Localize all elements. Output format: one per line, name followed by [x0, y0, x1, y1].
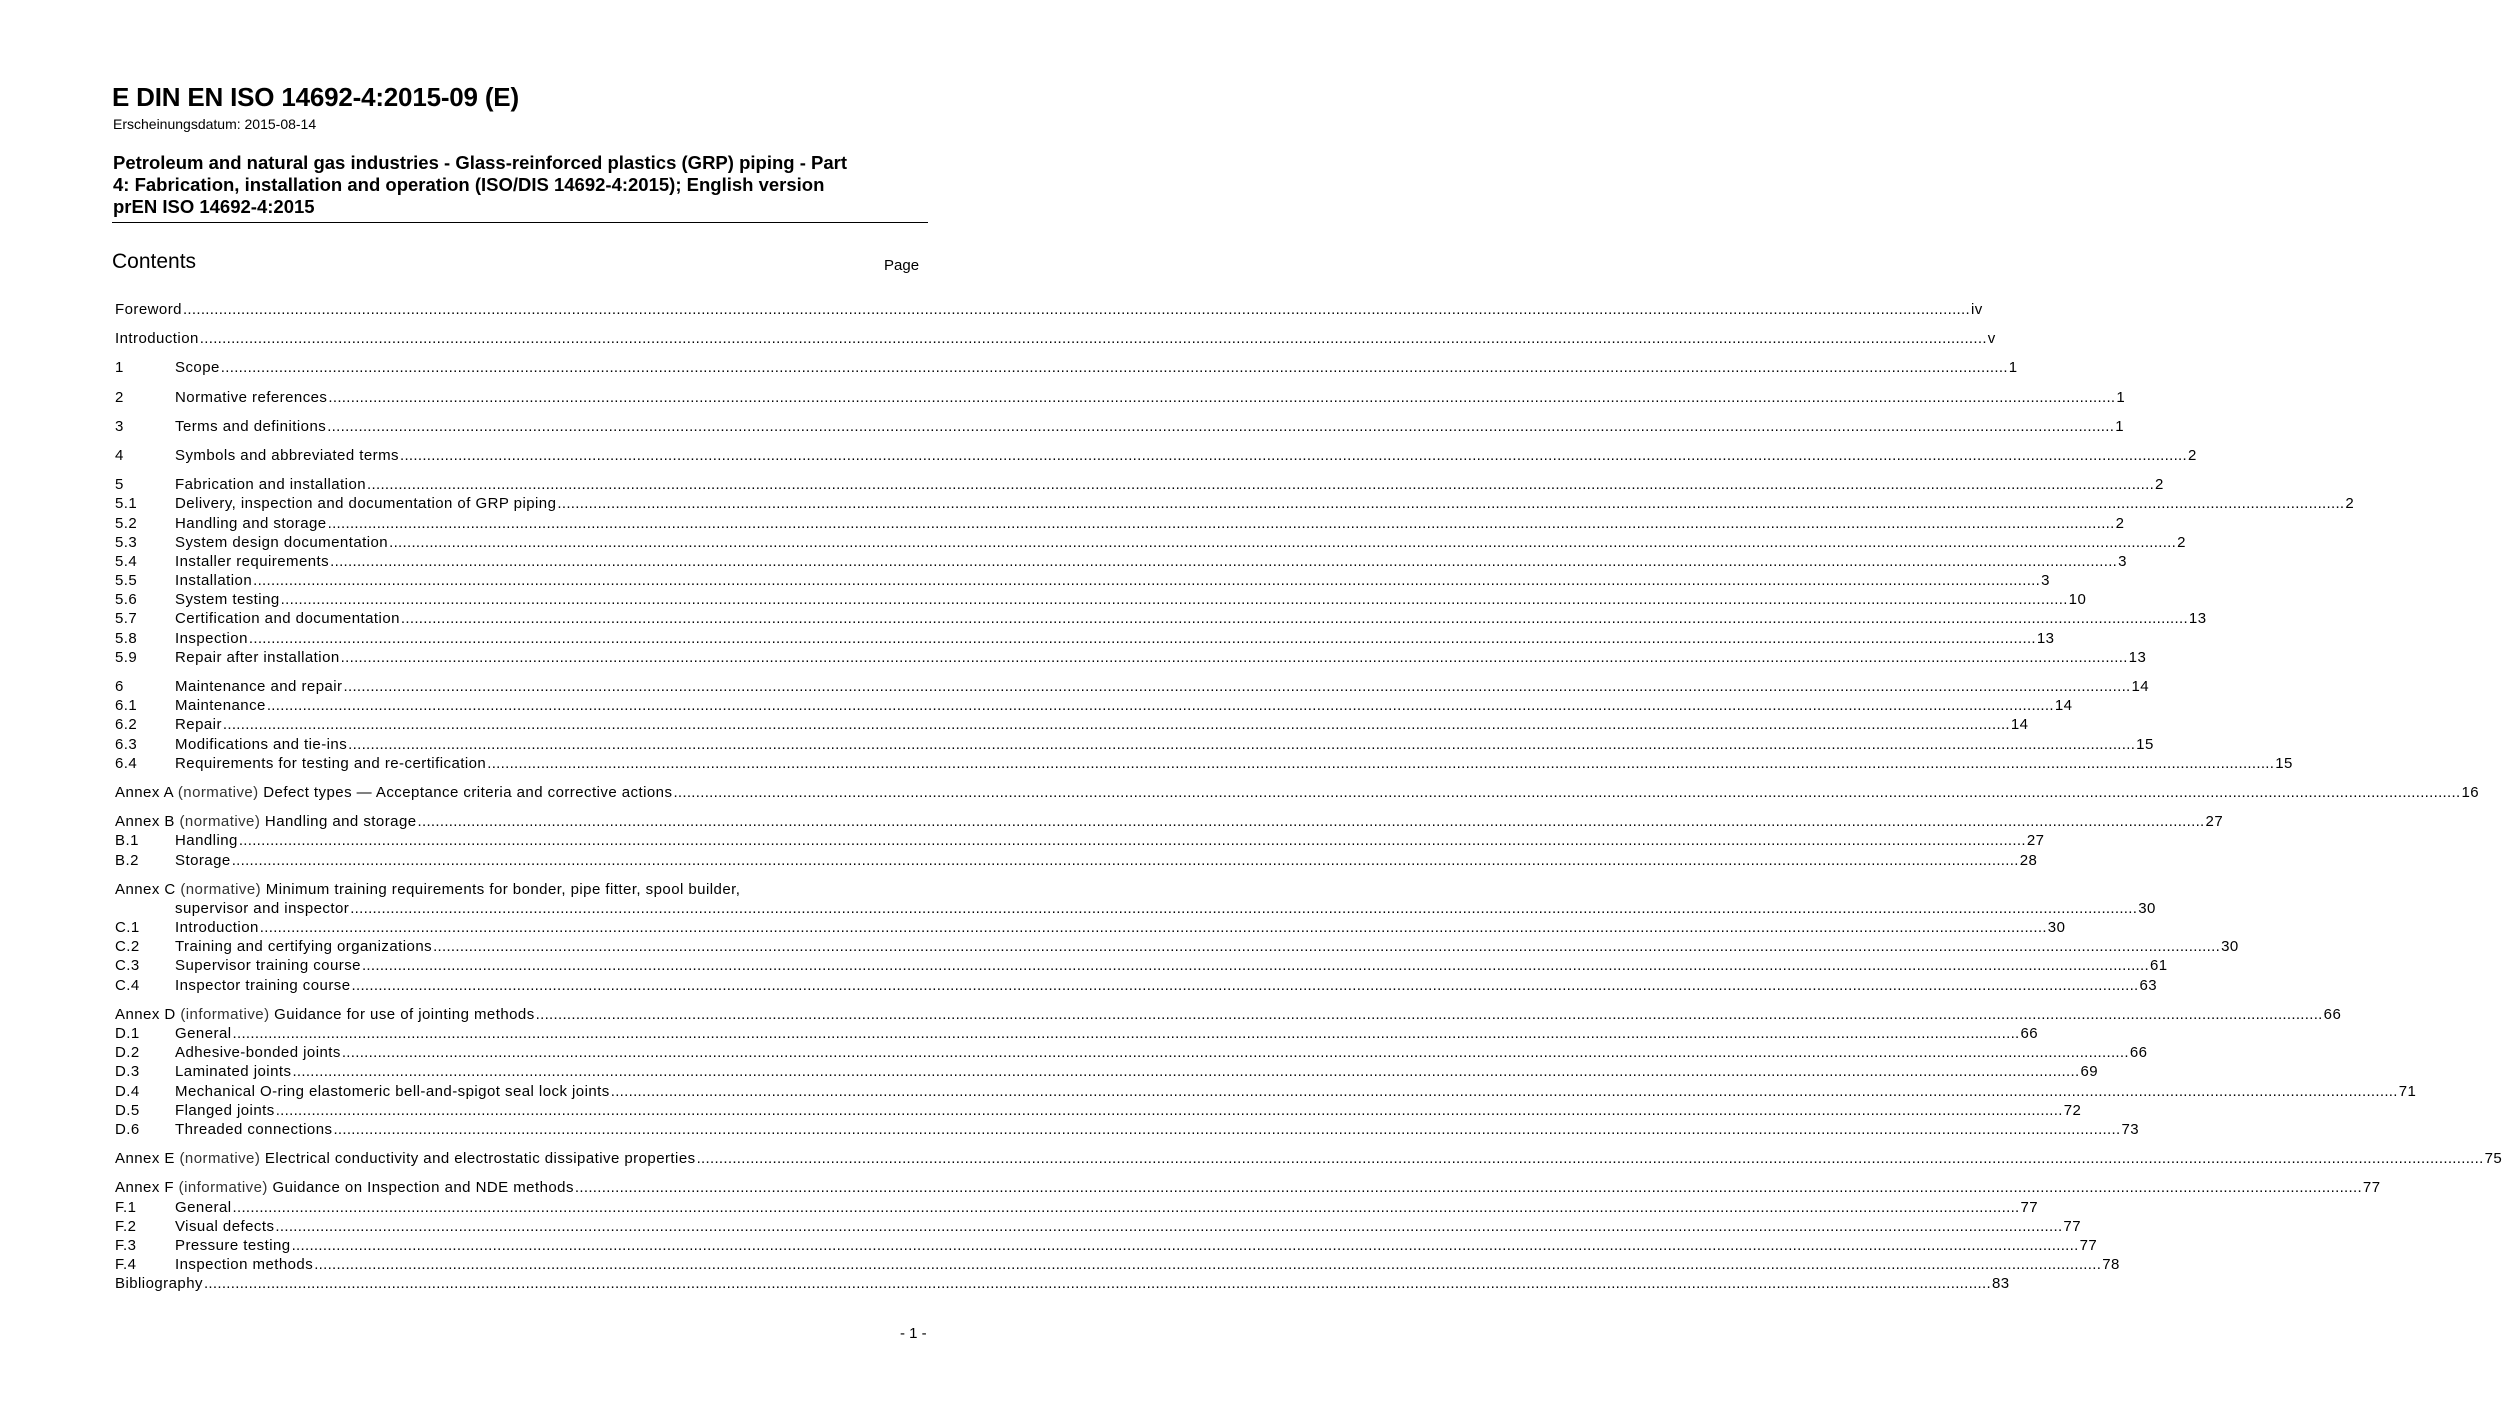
- toc-entry-title: Maintenance: [175, 697, 266, 715]
- leader-dots: ................................................................................................................................................................................................................................................................................................................................................................................................................: [348, 735, 2136, 753]
- leader-dots: ................................................................................................................................................................................................................................................................................................................................................................................................................: [328, 388, 2116, 406]
- leader-dots: ................................................................................................................................................................................................................................................................................................................................................................................................................: [400, 446, 2187, 464]
- toc-entry[interactable]: [115, 1217, 2082, 1236]
- toc-group: [115, 880, 2239, 995]
- toc-entry-number: 5.8: [115, 629, 138, 647]
- toc-entry[interactable]: [115, 735, 2154, 754]
- subtitle-line: Petroleum and natural gas industries - Glass-reinforced plastics (GRP) piping - Part: [113, 152, 847, 173]
- toc-entry[interactable]: [115, 533, 2186, 552]
- toc-entry[interactable]: [115, 571, 2050, 590]
- toc-entry-title: Training and certifying organizations: [175, 938, 433, 956]
- toc-entry[interactable]: [115, 937, 2239, 956]
- toc-page-number: 75: [2484, 1150, 2502, 1168]
- annex-title: Minimum training requirements for bonder, pipe fitter, spool builder,: [265, 880, 741, 898]
- leader-dots: ................................................................................................................................................................................................................................................................................................................................................................................................................: [280, 591, 2068, 609]
- toc-entry[interactable]: [115, 1236, 2098, 1255]
- toc-entry-title: Visual defects: [175, 1217, 275, 1235]
- toc-entry[interactable]: [115, 1062, 2099, 1081]
- leader-dots: ................................................................................................................................................................................................................................................................................................................................................................................................................: [351, 976, 2139, 994]
- toc-entry[interactable]: [115, 388, 2126, 407]
- toc-entry[interactable]: [115, 446, 2197, 465]
- toc-entry-title: Symbols and abbreviated terms: [175, 446, 399, 464]
- toc-page-number: 27: [2026, 832, 2045, 850]
- toc-annex-row[interactable]: [115, 783, 2480, 802]
- toc-entry-title: Certification and documentation: [175, 610, 400, 628]
- toc-entry[interactable]: [115, 677, 2150, 696]
- toc-entry-title: Maintenance and repair: [175, 678, 343, 695]
- toc-entry-number: C.3: [115, 957, 140, 975]
- leader-dots: ................................................................................................................................................................................................................................................................................................................................................................................................................: [343, 678, 2131, 695]
- toc-page-number: 83: [1991, 1275, 2010, 1293]
- toc-entry-title: General: [175, 1198, 232, 1216]
- annex-title: Electrical conductivity and electrostatic dissipative properties: [264, 1150, 696, 1168]
- annex-heading: [115, 1005, 535, 1024]
- toc-entry-number: 5: [115, 476, 124, 494]
- leader-dots: ................................................................................................................................................................................................................................................................................................................................................................................................................: [696, 1150, 2484, 1168]
- toc-entry-number: 6.3: [115, 735, 138, 753]
- toc-page-number: 10: [2068, 591, 2087, 609]
- leader-dots: ................................................................................................................................................................................................................................................................................................................................................................................................................: [266, 697, 2054, 715]
- annex-heading: [115, 812, 417, 831]
- toc-entry-number: 5.9: [115, 648, 138, 666]
- toc-group: [115, 677, 2293, 773]
- toc-entry-title: Introduction: [115, 330, 199, 348]
- annex-label: Annex B: [115, 813, 175, 831]
- toc-annex-row[interactable]: [115, 1005, 2342, 1024]
- toc-group: [115, 358, 2018, 377]
- annex-heading: [115, 1178, 574, 1197]
- toc-entry[interactable]: [115, 1274, 2010, 1293]
- toc-entry[interactable]: [115, 976, 2158, 995]
- toc-page-number: 15: [2275, 754, 2293, 772]
- leader-dots: ................................................................................................................................................................................................................................................................................................................................................................................................................: [238, 832, 2026, 850]
- annex-kind: (normative): [179, 813, 261, 831]
- toc-page-number: 71: [2398, 1082, 2417, 1100]
- toc-entry[interactable]: [115, 715, 2029, 734]
- toc-entry-title: Inspector training course: [175, 976, 351, 994]
- toc-page-number: 30: [2047, 919, 2066, 937]
- toc-page-number: 13: [2188, 610, 2207, 628]
- toc-page-number: v: [1987, 330, 1996, 348]
- toc-entry-title: Pressure testing: [175, 1236, 291, 1254]
- leader-dots: ................................................................................................................................................................................................................................................................................................................................................................................................................: [248, 629, 2036, 647]
- toc-entry-number: 5.3: [115, 533, 138, 551]
- toc-entry-title: Handling and storage: [175, 514, 327, 532]
- toc-entry-number: 6.4: [115, 754, 138, 772]
- toc-entry-title: Normative references: [175, 388, 328, 406]
- toc-entry-title: Scope: [175, 359, 220, 377]
- toc-entry-number: D.5: [115, 1101, 140, 1119]
- leader-dots: ................................................................................................................................................................................................................................................................................................................................................................................................................: [327, 514, 2115, 532]
- leader-dots: ................................................................................................................................................................................................................................................................................................................................................................................................................: [231, 851, 2019, 869]
- toc-entry-title: System testing: [175, 591, 280, 609]
- toc-page-number: 66: [2129, 1044, 2148, 1062]
- toc-entry-title: Bibliography: [115, 1275, 203, 1293]
- toc-entry[interactable]: [115, 300, 1983, 319]
- toc-page-number: iv: [1970, 301, 1983, 318]
- subtitle-line: prEN ISO 14692-4:2015: [113, 196, 315, 217]
- leader-dots: ................................................................................................................................................................................................................................................................................................................................................................................................................: [314, 1256, 2102, 1274]
- leader-dots: ................................................................................................................................................................................................................................................................................................................................................................................................................: [350, 899, 2138, 917]
- toc-entry-title: Repair: [175, 716, 222, 734]
- toc-page-number: 3: [2041, 572, 2050, 590]
- annex-kind: (informative): [178, 1179, 268, 1197]
- issue-date: Erscheinungsdatum: 2015-08-14: [113, 116, 317, 132]
- toc-entry-title: Terms and definitions: [175, 417, 327, 435]
- toc-page-number: 3: [2118, 552, 2127, 570]
- toc-entry-number: B.1: [115, 832, 139, 850]
- toc-entry-title: Inspection: [175, 629, 248, 647]
- toc-entry-number: F.1: [115, 1198, 137, 1216]
- annex-heading: [115, 880, 740, 899]
- toc-entry-number: F.3: [115, 1236, 137, 1254]
- toc-entry-number: 2: [115, 388, 124, 406]
- toc-group: [115, 812, 2224, 870]
- toc-entry-title: Requirements for testing and re-certification: [175, 754, 487, 772]
- leader-dots: ................................................................................................................................................................................................................................................................................................................................................................................................................: [574, 1179, 2362, 1197]
- toc-entry-title: Laminated joints: [175, 1063, 292, 1081]
- toc-group: [115, 1149, 2502, 1168]
- toc-entry-title: Fabrication and installation: [175, 476, 367, 494]
- toc-entry-number: D.2: [115, 1044, 140, 1062]
- toc-entry-number: 5.7: [115, 610, 138, 628]
- toc-group: [115, 300, 1983, 319]
- toc-entry[interactable]: [115, 629, 2055, 648]
- annex-kind: (normative): [179, 1150, 261, 1168]
- subtitle-line: 4: Fabrication, installation and operation (ISO/DIS 14692-4:2015); English version: [113, 174, 825, 195]
- leader-dots: ................................................................................................................................................................................................................................................................................................................................................................................................................: [259, 919, 2047, 937]
- toc-page-number: 66: [2323, 1005, 2342, 1023]
- toc-entry[interactable]: [115, 1255, 2120, 1274]
- toc-entry-title: Adhesive-bonded joints: [175, 1044, 341, 1062]
- toc-page-number: 14: [2010, 716, 2029, 734]
- toc-page-number: 77: [2079, 1236, 2098, 1254]
- leader-dots: ................................................................................................................................................................................................................................................................................................................................................................................................................: [557, 495, 2345, 513]
- document-title: E DIN EN ISO 14692-4:2015-09 (E): [112, 82, 519, 112]
- toc-group: [115, 783, 2480, 802]
- toc-annex-row[interactable]: [115, 1149, 2502, 1168]
- leader-dots: ................................................................................................................................................................................................................................................................................................................................................................................................................: [487, 754, 2275, 772]
- annex-kind: (normative): [180, 880, 262, 898]
- toc-page-number: 72: [2063, 1101, 2082, 1119]
- toc-entry[interactable]: [115, 831, 2045, 850]
- annex-kind: (informative): [180, 1005, 270, 1023]
- annex-title: Guidance for use of jointing methods: [274, 1005, 535, 1023]
- toc-page-number: 30: [2221, 938, 2239, 956]
- annex-title: Defect types — Acceptance criteria and corrective actions: [263, 783, 673, 801]
- toc-page-number: 69: [2080, 1063, 2099, 1081]
- toc-page-number: 2: [2345, 495, 2355, 513]
- toc-entry-number: 6.2: [115, 716, 138, 734]
- toc-group: [115, 1005, 2417, 1139]
- toc-entry-title: Foreword: [115, 301, 182, 318]
- annex-heading: [115, 1149, 696, 1168]
- toc-group: [115, 388, 2126, 407]
- toc-entry-title: Modifications and tie-ins: [175, 735, 348, 753]
- toc-page-number: 1: [2115, 417, 2124, 435]
- leader-dots: ................................................................................................................................................................................................................................................................................................................................................................................................................: [292, 1063, 2080, 1081]
- leader-dots: ................................................................................................................................................................................................................................................................................................................................................................................................................: [673, 783, 2461, 801]
- leader-dots: ................................................................................................................................................................................................................................................................................................................................................................................................................: [275, 1101, 2063, 1119]
- toc-entry[interactable]: [115, 494, 2355, 513]
- toc-entry[interactable]: [115, 851, 2038, 870]
- toc-entry[interactable]: [115, 329, 1996, 348]
- toc-entry[interactable]: [115, 514, 2125, 533]
- leader-dots: ................................................................................................................................................................................................................................................................................................................................................................................................................: [367, 476, 2155, 494]
- annex-heading: [115, 783, 672, 802]
- toc-page-number: 77: [2063, 1217, 2082, 1235]
- leader-dots: ................................................................................................................................................................................................................................................................................................................................................................................................................: [182, 301, 1970, 318]
- toc-page-number: 2: [2155, 476, 2164, 494]
- toc-page-number: 14: [2131, 678, 2150, 695]
- toc-entry[interactable]: [115, 1120, 2140, 1139]
- toc-entry-title: Handling: [175, 832, 238, 850]
- toc-page-number: 1: [2116, 388, 2126, 406]
- toc-entry[interactable]: [115, 552, 2127, 571]
- toc-page-number: 1: [2008, 359, 2018, 377]
- toc-entry-number: D.4: [115, 1082, 140, 1100]
- toc-page-number: 27: [2205, 813, 2224, 831]
- toc-annex-row[interactable]: [115, 1178, 2381, 1197]
- toc-entry-number: 4: [115, 446, 124, 464]
- toc-entry-number: C.1: [115, 919, 140, 937]
- toc-entry-number: 5.2: [115, 514, 138, 532]
- leader-dots: ................................................................................................................................................................................................................................................................................................................................................................................................................: [203, 1275, 1991, 1293]
- leader-dots: ................................................................................................................................................................................................................................................................................................................................................................................................................: [333, 1120, 2121, 1138]
- toc-page-number: 13: [2128, 648, 2147, 666]
- toc-entry[interactable]: [115, 1043, 2148, 1062]
- toc-entry-title: System design documentation: [175, 533, 389, 551]
- toc-entry-title: Mechanical O-ring elastomeric bell-and-spigot seal lock joints: [175, 1082, 610, 1100]
- toc-page-number: 63: [2139, 976, 2158, 994]
- toc-entry-number: 5.1: [115, 495, 138, 513]
- toc-annex-row[interactable]: [115, 880, 928, 899]
- toc-entry[interactable]: [115, 358, 2018, 377]
- contents-heading: Contents: [112, 250, 197, 273]
- toc-entry-number: 3: [115, 417, 124, 435]
- toc-entry-number: F.4: [115, 1256, 137, 1274]
- toc-entry-number: 5.5: [115, 572, 138, 590]
- leader-dots: ................................................................................................................................................................................................................................................................................................................................................................................................................: [199, 330, 1987, 348]
- toc-entry[interactable]: [115, 475, 2164, 494]
- toc-annex-continuation-row[interactable]: [115, 899, 2156, 918]
- leader-dots: ................................................................................................................................................................................................................................................................................................................................................................................................................: [433, 938, 2221, 956]
- annex-title: Guidance on Inspection and NDE methods: [272, 1179, 574, 1197]
- page-number: - 1 -: [900, 1325, 927, 1342]
- toc-entry-number: 6: [115, 678, 124, 695]
- leader-dots: ................................................................................................................................................................................................................................................................................................................................................................................................................: [232, 1025, 2020, 1042]
- leader-dots: ................................................................................................................................................................................................................................................................................................................................................................................................................: [291, 1236, 2079, 1254]
- page-column-label: Page: [884, 257, 920, 274]
- toc-page-number: 77: [2020, 1198, 2039, 1216]
- toc-entry-number: D.1: [115, 1025, 140, 1042]
- toc-page-number: 78: [2102, 1256, 2120, 1274]
- leader-dots: ................................................................................................................................................................................................................................................................................................................................................................................................................: [232, 1198, 2020, 1216]
- toc-entry-title: Repair after installation: [175, 648, 340, 666]
- toc-entry[interactable]: [115, 609, 2207, 628]
- toc-entry[interactable]: [115, 1082, 2417, 1101]
- leader-dots: ................................................................................................................................................................................................................................................................................................................................................................................................................: [330, 552, 2118, 570]
- leader-dots: ................................................................................................................................................................................................................................................................................................................................................................................................................: [361, 957, 2149, 975]
- leader-dots: ................................................................................................................................................................................................................................................................................................................................................................................................................: [275, 1217, 2063, 1235]
- leader-dots: ................................................................................................................................................................................................................................................................................................................................................................................................................: [220, 359, 2008, 377]
- toc-page-number: 30: [2138, 899, 2156, 917]
- header-divider: [112, 222, 928, 223]
- toc-page-number: 73: [2121, 1120, 2140, 1138]
- leader-dots: ................................................................................................................................................................................................................................................................................................................................................................................................................: [253, 572, 2041, 590]
- toc-entry-title: Supervisor training course: [175, 957, 361, 975]
- toc-entry-title: Delivery, inspection and documentation of GRP piping: [175, 495, 557, 513]
- toc-entry-number: D.6: [115, 1120, 140, 1138]
- toc-entry-number: C.2: [115, 938, 140, 956]
- toc-entry-title: Flanged joints: [175, 1101, 275, 1119]
- toc-entry[interactable]: [115, 1101, 2082, 1120]
- toc-page-number: 2: [2188, 446, 2197, 464]
- toc-entry-title: Inspection methods: [175, 1256, 314, 1274]
- toc-entry-title: Introduction: [175, 919, 259, 937]
- toc-entry-title: Installer requirements: [175, 552, 330, 570]
- toc-entry[interactable]: [115, 696, 2073, 715]
- toc-page-number: 2: [2177, 533, 2186, 551]
- toc-page-number: 66: [2020, 1025, 2039, 1042]
- leader-dots: ................................................................................................................................................................................................................................................................................................................................................................................................................: [341, 1044, 2129, 1062]
- document-subtitle: [113, 152, 933, 218]
- toc-entry-number: 5.4: [115, 552, 138, 570]
- toc-group: [115, 417, 2124, 436]
- annex-label: Annex D: [115, 1005, 176, 1023]
- toc-entry[interactable]: [115, 1198, 2039, 1217]
- toc-entry[interactable]: [115, 417, 2124, 436]
- toc-entry[interactable]: [115, 918, 2066, 937]
- toc-entry-title: Storage: [175, 851, 231, 869]
- toc-group: [115, 1178, 2381, 1293]
- toc-entry-title: Installation: [175, 572, 253, 590]
- toc-entry-number: B.2: [115, 851, 139, 869]
- table-of-contents: [115, 300, 2502, 1293]
- leader-dots: ................................................................................................................................................................................................................................................................................................................................................................................................................: [535, 1005, 2323, 1023]
- toc-entry-number: C.4: [115, 976, 140, 994]
- toc-page-number: 16: [2461, 783, 2480, 801]
- leader-dots: ................................................................................................................................................................................................................................................................................................................................................................................................................: [327, 417, 2115, 435]
- leader-dots: ................................................................................................................................................................................................................................................................................................................................................................................................................: [417, 813, 2205, 831]
- toc-page-number: 14: [2054, 697, 2073, 715]
- toc-entry[interactable]: [115, 754, 2293, 773]
- toc-entry[interactable]: [115, 956, 2168, 975]
- leader-dots: ................................................................................................................................................................................................................................................................................................................................................................................................................: [340, 648, 2128, 666]
- leader-dots: ................................................................................................................................................................................................................................................................................................................................................................................................................: [389, 533, 2177, 551]
- toc-annex-row[interactable]: [115, 812, 2224, 831]
- toc-page-number: 15: [2136, 735, 2154, 753]
- toc-entry-number: 5.6: [115, 591, 138, 609]
- annex-kind: (normative): [177, 783, 259, 801]
- leader-dots: ................................................................................................................................................................................................................................................................................................................................................................................................................: [400, 610, 2188, 628]
- toc-entry[interactable]: [115, 648, 2147, 667]
- toc-group: [115, 446, 2197, 465]
- toc-entry[interactable]: [115, 590, 2087, 609]
- toc-entry-number: 1: [115, 359, 124, 377]
- toc-entry-title: General: [175, 1025, 232, 1042]
- toc-page-number: 61: [2149, 957, 2168, 975]
- toc-page-number: 2: [2115, 514, 2125, 532]
- annex-label: Annex C: [115, 880, 176, 898]
- toc-entry-title: Threaded connections: [175, 1120, 333, 1138]
- annex-title: Handling and storage: [264, 813, 417, 831]
- annex-label: Annex F: [115, 1179, 175, 1197]
- leader-dots: ................................................................................................................................................................................................................................................................................................................................................................................................................: [222, 716, 2010, 734]
- toc-page-number: 77: [2362, 1179, 2381, 1197]
- leader-dots: ................................................................................................................................................................................................................................................................................................................................................................................................................: [610, 1082, 2398, 1100]
- toc-page-number: 28: [2019, 851, 2038, 869]
- toc-entry-number: 6.1: [115, 697, 138, 715]
- toc-group: [115, 475, 2355, 667]
- toc-group: [115, 329, 1996, 348]
- toc-entry-number: D.3: [115, 1063, 140, 1081]
- toc-entry-number: F.2: [115, 1217, 137, 1235]
- annex-label: Annex A: [115, 783, 174, 801]
- annex-label: Annex E: [115, 1150, 175, 1168]
- annex-title-continuation: supervisor and inspector: [175, 899, 350, 917]
- toc-entry[interactable]: [115, 1024, 2039, 1043]
- toc-page-number: 13: [2036, 629, 2055, 647]
